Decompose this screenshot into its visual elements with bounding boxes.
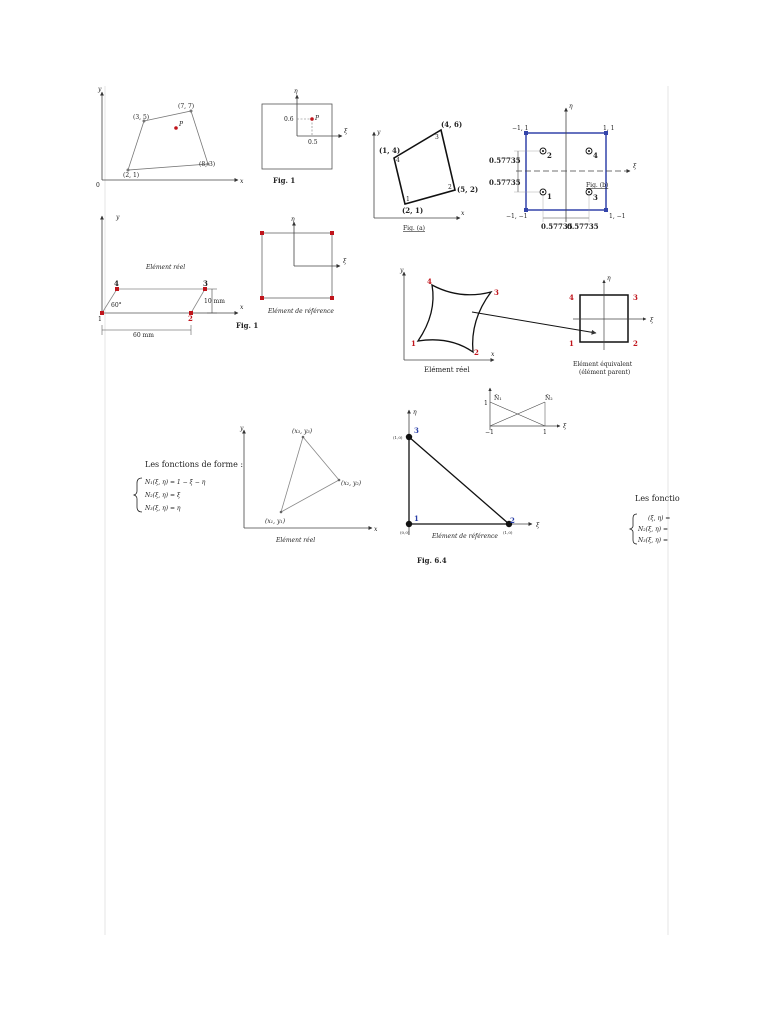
- figure-caption: Fig. 1: [273, 176, 296, 185]
- point-p-marker: [310, 117, 314, 121]
- node-number: 1: [411, 339, 416, 348]
- xi-axis-label: ξ: [633, 163, 637, 170]
- gauss-point-number: 1: [547, 192, 552, 201]
- node-number: 2: [448, 184, 452, 191]
- corner-label: 1, −1: [609, 213, 626, 220]
- y-axis-label: y: [377, 129, 381, 136]
- node-number: 4: [114, 279, 119, 288]
- node-coord: (1,0): [503, 530, 513, 535]
- node-number: 2: [510, 516, 515, 525]
- corner-label: 1, 1: [603, 125, 615, 132]
- node-number: 3: [633, 293, 638, 302]
- node-label: (x₃, y₃): [292, 428, 313, 435]
- shape-function-equation: N₂(ξ, η) =: [638, 526, 668, 533]
- figure-caption: Fig. (b): [586, 182, 609, 189]
- width-label: 60 mm: [133, 332, 154, 339]
- node-label: (2, 1): [402, 206, 424, 215]
- origin-label: 0: [96, 182, 100, 189]
- node-number: 3: [203, 279, 208, 288]
- node-label: (x₁, y₁): [265, 518, 286, 525]
- element-caption: Elément réel: [276, 537, 316, 544]
- x-axis-label: x: [240, 304, 244, 311]
- eta-axis-label: η: [607, 275, 611, 282]
- y-axis-label: y: [116, 214, 120, 221]
- node-number: 3: [494, 288, 499, 297]
- element-caption: Elément réel: [424, 366, 470, 374]
- node-number: 1: [406, 196, 410, 203]
- eta-axis-label: η: [569, 103, 573, 110]
- angle-label: 60°: [111, 302, 122, 309]
- eta-axis-label: η: [294, 88, 298, 95]
- point-p-label: P: [315, 115, 320, 122]
- shape-function-label: N̄₁: [494, 395, 502, 402]
- x-axis-label: x: [461, 210, 465, 217]
- shape-function-equation: N₃(ξ, η) =: [638, 537, 668, 544]
- point-p-marker: [174, 126, 178, 130]
- shape-function-label: N̄₂: [545, 395, 553, 402]
- node-label: (5, 2): [457, 185, 479, 194]
- gauss-point-number: 3: [593, 193, 598, 202]
- xi-axis-label: ξ: [563, 423, 567, 430]
- eta-axis-label: η: [413, 409, 417, 416]
- xi-value: 0.5: [308, 139, 318, 146]
- figure-caption: Fig. (a): [403, 225, 425, 232]
- node-label: (2, 1): [123, 172, 140, 179]
- tick-label: 1: [543, 429, 547, 436]
- gauss-point-number: 2: [547, 151, 552, 160]
- node-number: 1: [98, 316, 102, 323]
- element-caption: (élément parent): [579, 369, 631, 376]
- node-number: 1: [569, 339, 574, 348]
- node-number: 1: [414, 514, 419, 523]
- element-caption: Elément de référence: [268, 308, 334, 315]
- node-label: (8, 3): [199, 161, 216, 168]
- node-number: 3: [414, 426, 419, 435]
- dimension-label: 0.57735: [541, 222, 573, 231]
- node-number: 4: [569, 293, 574, 302]
- y-axis-label: y: [400, 267, 404, 274]
- shape-function-equation: N₂(ξ, η) = ξ: [145, 492, 181, 499]
- figure-caption: Fig. 6.4: [417, 556, 447, 565]
- y-axis-label: y: [98, 86, 102, 93]
- node-coord: (1,0): [393, 435, 403, 440]
- x-axis-label: x: [374, 526, 378, 533]
- x-axis-label: x: [240, 178, 244, 185]
- figure-caption: Fig. 1: [236, 321, 259, 330]
- node-label: (4, 6): [441, 120, 463, 129]
- tick-label: 1: [484, 400, 488, 407]
- node-label: (1, 4): [379, 146, 401, 155]
- x-axis-label: x: [491, 351, 495, 358]
- shape-function-equation: N₁(ξ, η) = 1 − ξ − η: [145, 479, 206, 486]
- eta-value: 0.6: [284, 116, 294, 123]
- shape-functions-title-cut: Les fonctio: [635, 494, 680, 503]
- corner-label: −1, −1: [506, 213, 528, 220]
- xi-axis-label: ξ: [536, 522, 540, 529]
- xi-axis-label: ξ: [344, 128, 348, 135]
- element-caption: Elément réel: [146, 264, 186, 271]
- dimension-label: 0.57735: [489, 178, 521, 187]
- xi-axis-label: ξ: [650, 317, 654, 324]
- node-label: (3, 5): [133, 114, 150, 121]
- shape-functions-title: Les fonctions de forme :: [145, 460, 244, 469]
- dimension-label: 0.57735: [489, 156, 521, 165]
- tick-label: −1: [485, 429, 494, 436]
- node-number: 2: [633, 339, 638, 348]
- gauss-point-number: 4: [593, 151, 598, 160]
- y-axis-label: y: [240, 425, 244, 432]
- point-p-label: P: [179, 121, 184, 128]
- height-label: 10 mm: [204, 298, 225, 305]
- corner-label: −1, 1: [512, 125, 529, 132]
- element-caption: Elément équivalent: [573, 361, 633, 368]
- shape-function-equation: (ξ, η) =: [648, 515, 671, 522]
- node-number: 4: [396, 157, 400, 164]
- shape-function-equation: N₃(ξ, η) = η: [145, 505, 181, 512]
- node-coord: (0,0): [400, 530, 410, 535]
- xi-axis-label: ξ: [343, 258, 347, 265]
- element-caption: Elément de référence: [432, 533, 498, 540]
- node-number: 3: [435, 134, 439, 141]
- dimension-label: 0.57735: [567, 222, 599, 231]
- node-number: 4: [427, 277, 432, 286]
- eta-axis-label: η: [291, 216, 295, 223]
- node-number: 2: [474, 348, 479, 357]
- node-number: 2: [188, 314, 193, 323]
- node-label: (x₂, y₂): [341, 480, 362, 487]
- node-label: (7, 7): [178, 103, 195, 110]
